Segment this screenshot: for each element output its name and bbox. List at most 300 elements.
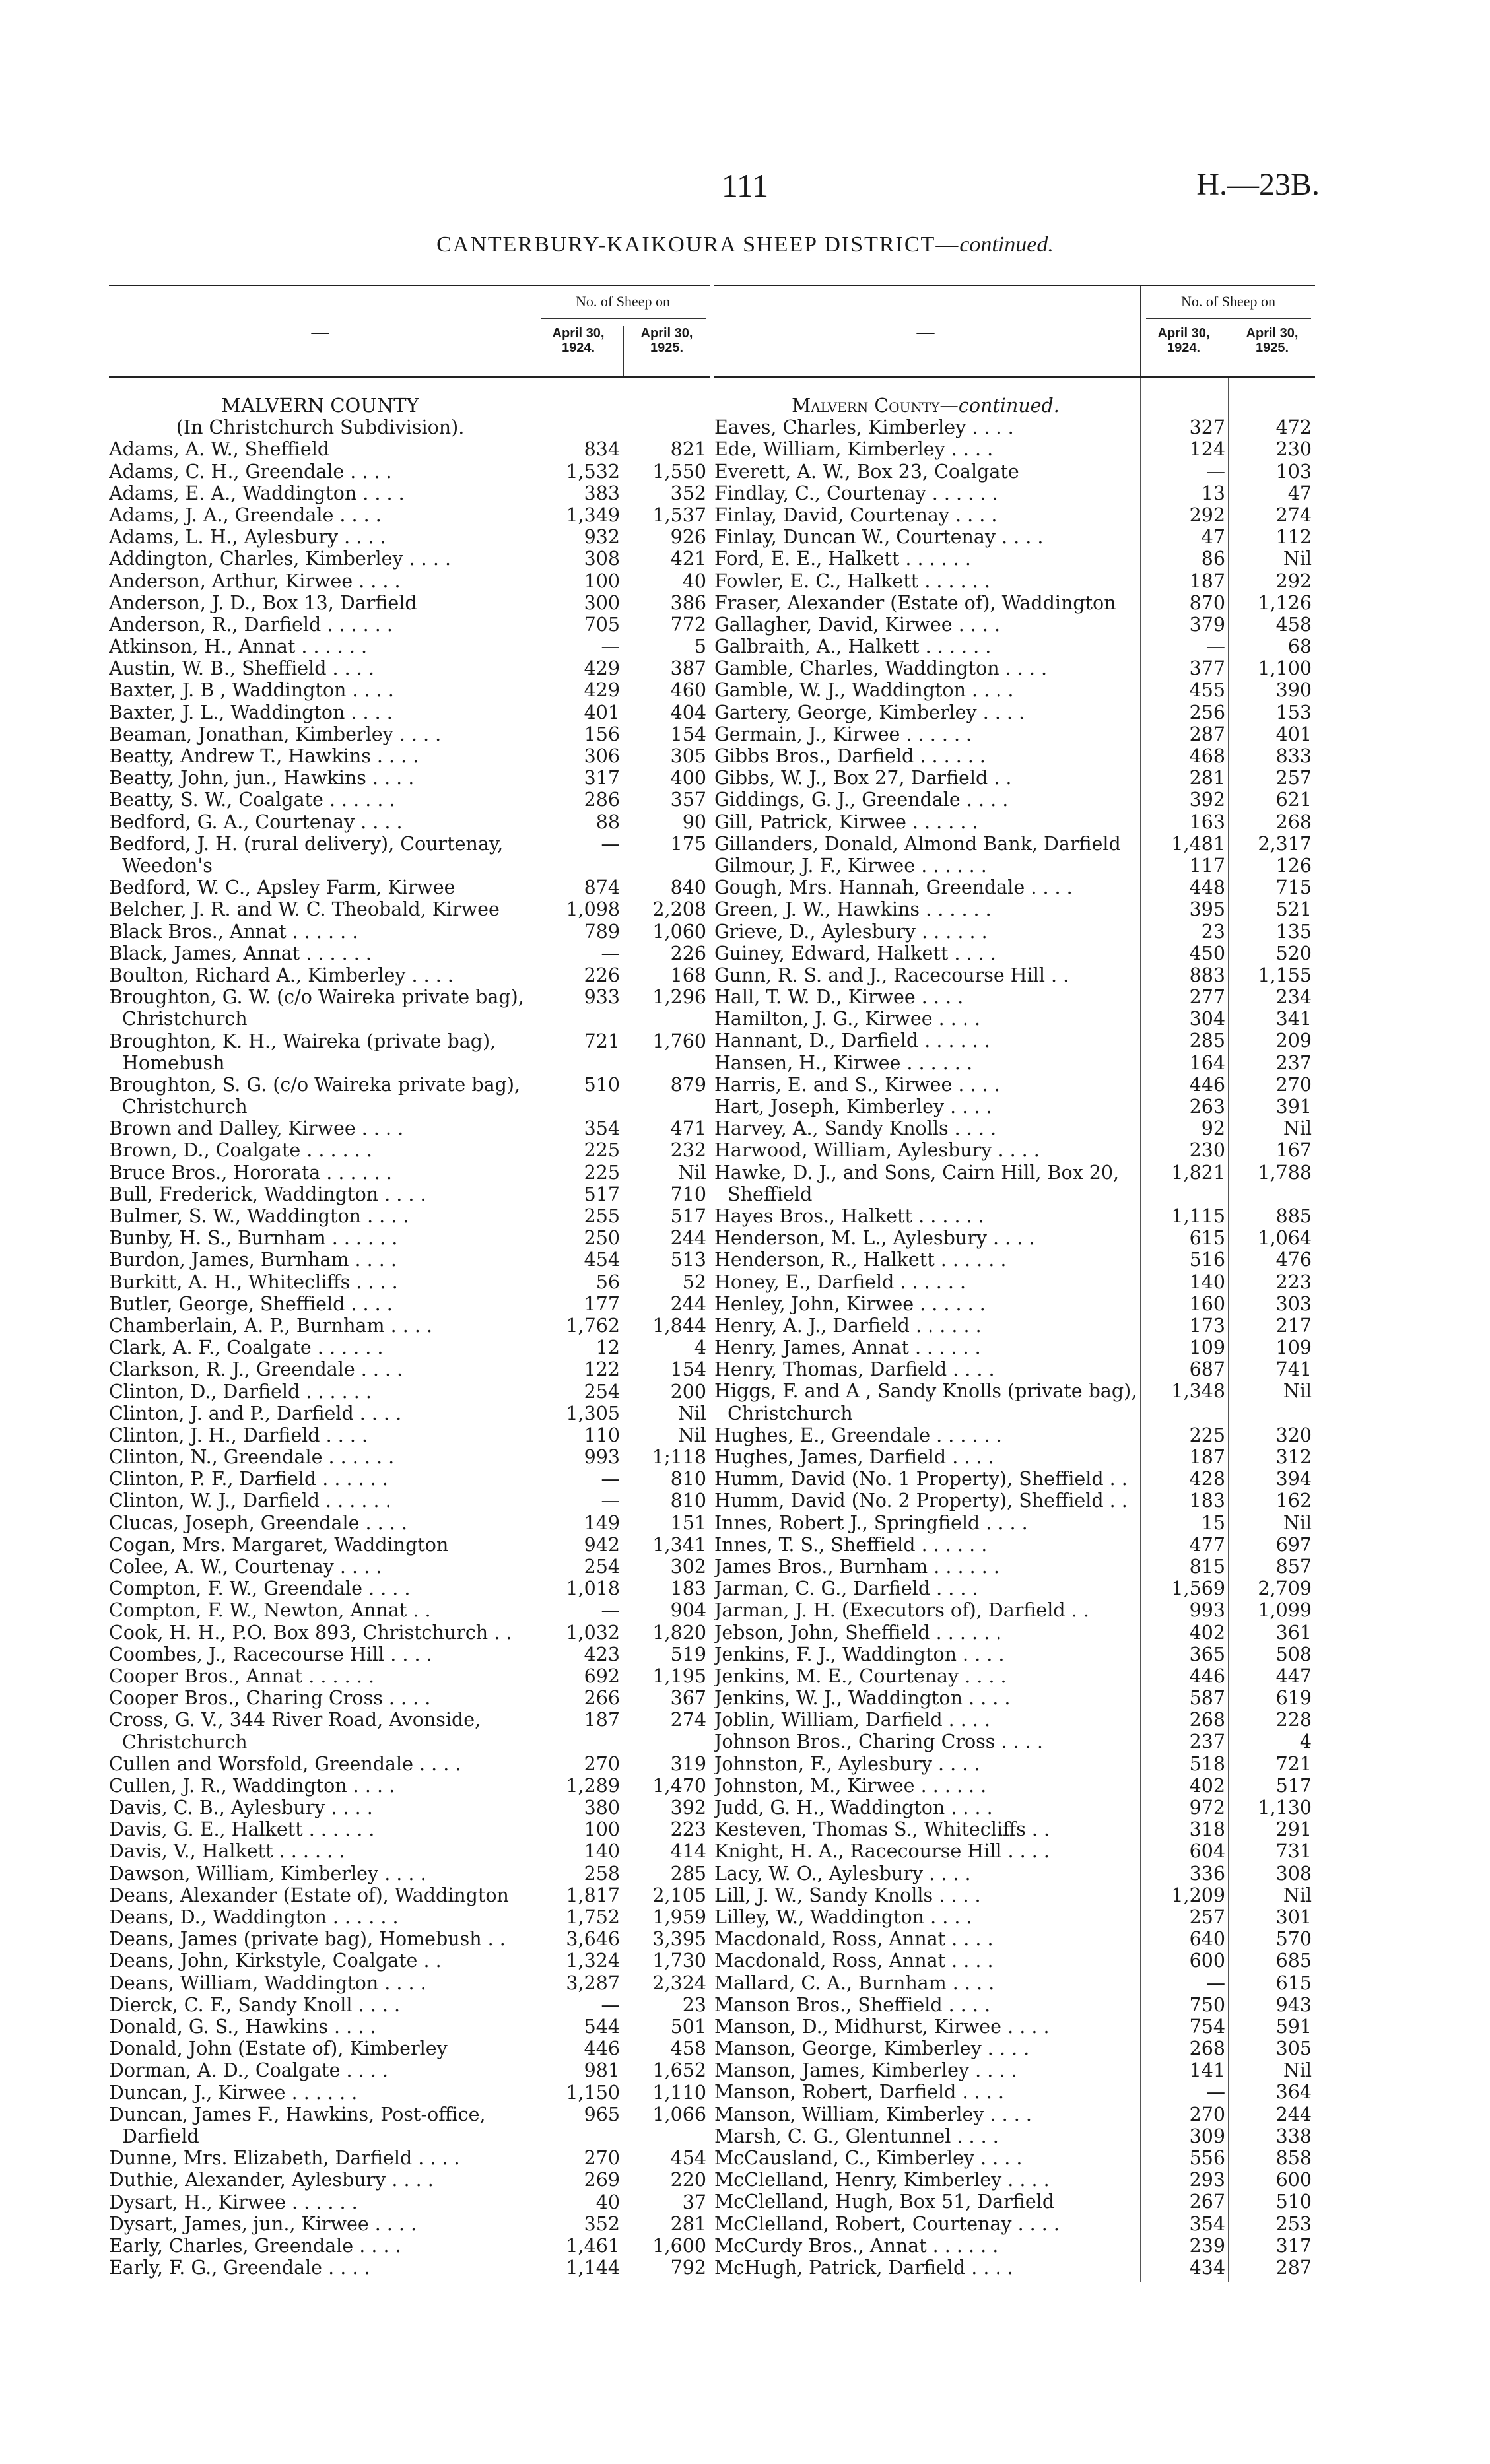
holder-name [109,2257,531,2279]
holder-name-text: Cullen and Worsfold, Greendale . . . . [109,1752,461,1775]
sheep-1924: 230 [1189,1139,1225,1162]
sheep-1924: 423 [584,1643,620,1665]
sheep-1925: 2,709 [1258,1578,1312,1600]
sheep-1925: 3,395 [652,1928,706,1950]
table-row [109,1468,710,1490]
holder-name-text: Beatty, S. W., Coalgate . . . . . . [109,789,395,811]
holder-name-text: McHugh, Patrick, Darfield . . . . [714,2256,1013,2279]
table-row [109,1906,710,1928]
table-row [714,1775,1315,1797]
table-row [714,2213,1315,2235]
sheep-1924: 587 [1189,1687,1225,1710]
table-row [109,1599,710,1621]
table-row [109,1578,710,1599]
sheep-1924: 1,144 [566,2257,620,2279]
sheep-1925: 517 [670,1205,706,1228]
sheep-1924: 109 [1189,1337,1225,1359]
table-row [109,1863,710,1884]
table-row [109,1183,710,1205]
sheep-1924: 257 [1189,1906,1225,1928]
sheep-1925: 1,760 [652,1030,706,1052]
sheep-1924: — [1206,2081,1225,2104]
sheep-1925: 879 [670,1073,706,1096]
sheep-1924: 47 [1201,526,1225,549]
holder-name [109,1775,531,1797]
table-row [109,1818,710,1840]
holder-name [714,1775,1137,1797]
holder-name-text: Mallard, C. A., Burnham . . . . [714,1972,995,1994]
table-row [714,461,1315,483]
sheep-1924: — [601,1599,620,1622]
sheep-1925: 1,130 [1258,1797,1312,1819]
sheep-1925: 401 [1275,723,1312,745]
table-row [109,636,710,657]
holder-name [109,2147,531,2169]
table-row [714,1162,1315,1205]
holder-name-text: Finlay, David, Courtenay . . . . [714,504,998,526]
header-name-dash: — [310,321,330,344]
holder-name-text: Early, Charles, Greendale . . . . [109,2234,401,2257]
holder-name-continuation: Homebush [122,1051,225,1074]
holder-name-text: Galbraith, A., Halkett . . . . . . [714,636,992,658]
holder-name [109,2213,531,2235]
sheep-1925: 1,788 [1258,1161,1312,1183]
sheep-1924: 510 [584,1073,620,1096]
sheep-1925: 943 [1275,1993,1312,2016]
holder-name [714,1052,1137,1074]
sheep-1925: 112 [1275,526,1312,549]
table-row [714,679,1315,701]
sheep-1924: 600 [1189,1950,1225,1972]
holder-name-text: Adams, J. A., Greendale . . . . [109,504,382,526]
sheep-1924: 428 [1189,1468,1225,1490]
sheep-1924: 88 [595,811,620,833]
sheep-1925: 226 [670,942,706,964]
holder-name [714,1074,1137,1096]
sheep-1925: 904 [670,1599,706,1622]
sheep-1925: 52 [682,1271,706,1293]
holder-name-text: Findlay, C., Courtenay . . . . . . [714,482,998,504]
holder-name-text: Hall, T. W. D., Kirwee . . . . [714,986,964,1009]
holder-name-text: Henry, Thomas, Darfield . . . . [714,1358,995,1381]
holder-name [109,2016,531,2038]
table-row [714,1358,1315,1380]
holder-name [714,1709,1137,1731]
holder-name-text: Baxter, J. L., Waddington . . . . [109,701,393,723]
table-row [109,1490,710,1512]
table-row [109,1293,710,1315]
sheep-1924: 124 [1189,438,1225,461]
holder-name-text: Hamilton, J. G., Kirwee . . . . [714,1008,981,1030]
sheep-1924: 932 [584,526,620,549]
sheep-1924: 1,018 [566,1578,620,1600]
table-row [714,1731,1315,1752]
table-row [714,1446,1315,1468]
sheep-1925: 40 [682,570,706,592]
holder-name-text: Brown, D., Coalgate . . . . . . [109,1139,372,1162]
holder-name-text: Duthie, Alexander, Aylesbury . . . . [109,2169,434,2191]
sheep-1924: 429 [584,679,620,702]
sheep-1925: 2,324 [652,1972,706,1994]
sheep-1925: 476 [1275,1249,1312,1271]
header-sheep-group [535,286,710,376]
holder-name-text: Manson, William, Kimberley . . . . [714,2103,1032,2125]
sheep-1925: 126 [1275,854,1312,877]
holder-name [714,833,1137,855]
sheep-1924: 309 [1189,2125,1225,2147]
sheep-1924: 269 [584,2169,620,2191]
table-row [714,1293,1315,1315]
right-table-body [714,378,1315,2279]
table-row [109,767,710,789]
sheep-1924: 1,481 [1171,832,1225,855]
table-row [714,855,1315,877]
holder-name [714,1162,1137,1205]
holder-name [714,1534,1137,1556]
holder-name-text: Anderson, R., Darfield . . . . . . [109,613,393,636]
holder-name [109,1687,531,1709]
table-row [109,1512,710,1534]
holder-name [109,1884,531,1906]
holder-name [714,548,1137,570]
holder-name [714,1008,1137,1030]
holder-name [109,833,531,877]
holder-name [714,855,1137,877]
holder-name-text: McClelland, Robert, Courtenay . . . . [714,2213,1060,2235]
table-row [109,1928,710,1950]
holder-name [714,1227,1137,1249]
holder-name-text: Clinton, D., Darfield . . . . . . [109,1380,372,1403]
sheep-1925: 501 [670,2015,706,2038]
table-row [714,1818,1315,1840]
holder-name [714,1644,1137,1665]
sheep-1925: 1,537 [652,504,706,526]
table-row [109,2235,710,2257]
table-row [109,1337,710,1358]
holder-name-text: Adams, A. W., Sheffield [109,438,330,461]
holder-name [714,1906,1137,1928]
holder-name [109,1928,531,1950]
table-row [714,811,1315,833]
sheep-1924: 687 [1189,1358,1225,1381]
holder-name-text: Deans, John, Kirkstyle, Coalgate . . [109,1950,442,1972]
table-row [714,2016,1315,2038]
holder-name-text: Burdon, James, Burnham . . . . [109,1249,397,1271]
holder-name [714,592,1137,614]
sheep-1924: 1,348 [1171,1380,1225,1403]
holder-name [714,1840,1137,1862]
sheep-1925: 4 [1299,1731,1312,1753]
sheep-1925: 357 [670,789,706,811]
table-row [109,1753,710,1775]
table-row [109,1315,710,1337]
table-row [714,438,1315,460]
holder-name-text: Henry, A. J., Darfield . . . . . . [714,1314,982,1337]
holder-name [714,943,1137,964]
table-row [109,570,710,592]
sheep-1925: Nil [677,1161,706,1183]
holder-name-text: McClelland, Henry, Kimberley . . . . [714,2169,1050,2191]
sheep-1924: 1,209 [1171,1884,1225,1906]
holder-name [714,1731,1137,1752]
sheep-1925: 1,099 [1258,1599,1312,1622]
table-row [714,1271,1315,1293]
holder-name [714,745,1137,767]
holder-name [109,943,531,964]
sheep-1925: 237 [1275,1051,1312,1074]
holder-name [109,1972,531,1994]
sheep-1924: 187 [1189,1446,1225,1469]
holder-name-text: Harvey, A., Sandy Knolls . . . . [714,1117,997,1140]
sheep-1925: 1,100 [1258,657,1312,680]
sheep-1925: 600 [1275,2169,1312,2191]
holder-name-text: Henry, James, Annat . . . . . . [714,1337,981,1359]
sheep-1924: 972 [1189,1797,1225,1819]
holder-name [109,461,531,483]
holder-name-text: Joblin, William, Darfield . . . . [714,1709,991,1731]
sheep-1924: 173 [1189,1314,1225,1337]
holder-name-text: Fraser, Alexander (Estate of), Waddington [714,591,1116,614]
sheep-1925: 520 [1275,942,1312,964]
table-row [714,986,1315,1008]
sheep-1925: 175 [670,832,706,855]
holder-name [714,2059,1137,2081]
holder-name [714,1928,1137,1950]
sheep-1925: 341 [1275,1008,1312,1030]
holder-name [714,1030,1137,1051]
sheep-1925: 821 [670,438,706,461]
sheep-1924: 981 [584,2059,620,2082]
table-row [109,789,710,811]
holder-name-text: Dorman, A. D., Coalgate . . . . [109,2059,388,2082]
table-row [109,1446,710,1468]
holder-name-text: Clucas, Joseph, Greendale . . . . [109,1512,407,1534]
sheep-1925: 1,959 [652,1906,706,1929]
sheep-1925: 1,550 [652,460,706,483]
sheep-1925: 1,341 [652,1533,706,1556]
sheep-1925: 460 [670,679,706,702]
holder-name-text: Burkitt, A. H., Whitecliffs . . . . [109,1271,398,1293]
table-row [714,416,1315,438]
holder-name [109,1337,531,1358]
holder-name [714,1687,1137,1709]
holder-name [714,1797,1137,1818]
sheep-1924: 327 [1189,416,1225,439]
table-row [109,943,710,964]
holder-name [714,1337,1137,1358]
table-row [714,2169,1315,2191]
holder-name [714,1490,1137,1512]
sheep-1924: 100 [584,1818,620,1841]
sheep-1925: 1,820 [652,1621,706,1644]
sheep-1925: 521 [1275,898,1312,921]
table-row [714,657,1315,679]
sheep-1925: 154 [670,1358,706,1381]
holder-name-text: Everett, A. W., Box 23, Coalgate [714,460,1019,483]
sheep-1924: 517 [584,1183,620,1205]
sheep-1925: 244 [670,1292,706,1315]
sheep-1924: 336 [1189,1862,1225,1884]
sheep-1924: 354 [584,1117,620,1140]
holder-name-text: Hansen, H., Kirwee . . . . . . [714,1051,973,1074]
sheep-1925: 103 [1275,460,1312,483]
holder-name-text: Deans, Alexander (Estate of), Waddington [109,1884,509,1906]
holder-name [109,1709,531,1752]
holder-name [714,1096,1137,1117]
holder-name-text: Humm, David (No. 2 Property), Sheffield . . [714,1490,1128,1512]
holder-name-text: Johnston, F., Aylesbury . . . . [714,1752,980,1775]
sheep-1925: 302 [670,1556,706,1578]
table-row [714,1950,1315,1972]
sheep-1924: 12 [595,1337,620,1359]
sheep-1924: 450 [1189,942,1225,964]
sheep-1925: 223 [1275,1271,1312,1293]
table-row [109,964,710,986]
table-row [714,1096,1315,1117]
sheep-1924: 141 [1189,2059,1225,2082]
table-row [714,1709,1315,1731]
sheep-1925: 303 [1275,1292,1312,1315]
table-header [109,285,710,378]
sheep-1925: 4 [694,1337,706,1359]
holder-name-text: Davis, V., Halkett . . . . . . [109,1840,345,1863]
sheep-1924: 1,305 [566,1402,620,1424]
sheep-1924: 692 [584,1665,620,1687]
holder-name-text: Cross, G. V., 344 River Road, Avonside, [109,1709,481,1731]
sheep-1924: 705 [584,613,620,636]
sheep-1924: 883 [1189,964,1225,986]
sheep-1924: 1,115 [1171,1205,1225,1227]
holder-name-text: Clinton, P. F., Darfield . . . . . . [109,1468,388,1490]
holder-name [109,964,531,986]
sheep-1924: 117 [1189,854,1225,877]
sheep-1925: Nil [677,1402,706,1424]
sheep-1925: 1,470 [652,1774,706,1797]
header-rule [541,318,706,319]
sheep-1925: 1,064 [1258,1227,1312,1249]
sheep-1924: 721 [584,1030,620,1052]
holder-name-text: Cooper Bros., Annat . . . . . . [109,1665,374,1687]
holder-name [109,483,531,504]
holder-name-text: Donald, John (Estate of), Kimberley [109,2038,448,2060]
holder-name [109,1994,531,2016]
holder-name-text: Gilmour, J. F., Kirwee . . . . . . [714,854,987,877]
sheep-1924: 402 [1189,1774,1225,1797]
sheep-1925: 200 [670,1380,706,1403]
table-row [109,921,710,943]
holder-name-text: Cook, H. H., P.O. Box 893, Christchurch . . [109,1621,512,1644]
holder-name [109,1424,531,1446]
sheep-1925: 772 [670,613,706,636]
sheep-1925: 404 [670,701,706,723]
holder-name-text: Henderson, R., Halkett . . . . . . [714,1249,1007,1271]
sheep-1924: 140 [584,1840,620,1863]
sheep-1925: 731 [1275,1840,1312,1863]
holder-name-text: Henley, John, Kirwee . . . . . . [714,1292,986,1315]
holder-name-text: Coombes, J., Racecourse Hill . . . . [109,1643,432,1665]
holder-name [714,1884,1137,1906]
section-title-continued [714,395,1137,416]
holder-name [109,1665,531,1687]
sheep-1925: 2,105 [652,1884,706,1906]
holder-name [714,702,1137,723]
sheep-1924: 429 [584,657,620,680]
table-row [714,614,1315,636]
sheep-1924: 308 [584,548,620,570]
sheep-1924: 1,569 [1171,1578,1225,1600]
holder-name-text: Guiney, Edward, Halkett . . . . [714,942,996,964]
sheep-1924: 122 [584,1358,620,1381]
holder-name-text: James Bros., Burnham . . . . . . [714,1555,999,1578]
holder-name-text: Gough, Mrs. Hannah, Greendale . . . . [714,877,1073,899]
sheep-1924: — [1206,1972,1225,1994]
table-header [714,285,1315,378]
holder-name-text: Black Bros., Annat . . . . . . [109,920,358,943]
holder-name [714,898,1137,920]
table-row [109,1381,710,1403]
sheep-1924: 306 [584,745,620,768]
table-row [714,1424,1315,1446]
holder-name [109,548,531,570]
sheep-1924: 383 [584,482,620,504]
sheep-1925: 154 [670,723,706,745]
sheep-1924: 258 [584,1862,620,1884]
table-row [714,789,1315,811]
holder-name [109,1753,531,1775]
holder-name [714,483,1137,504]
sheep-1924: 270 [1189,2103,1225,2125]
sheep-1925: 685 [1275,1950,1312,1972]
holder-name-text: McCausland, C., Kimberley . . . . [714,2147,1023,2170]
holder-name [109,811,531,833]
holder-name [714,614,1137,636]
holder-name-text: Austin, W. B., Sheffield . . . . [109,657,374,680]
table-row [714,1315,1315,1337]
holder-name-text: McCurdy Bros., Annat . . . . . . [714,2234,999,2257]
table-row [109,745,710,767]
holder-name-text: Finlay, Duncan W., Courtenay . . . . [714,526,1044,549]
sheep-1924: 993 [584,1446,620,1469]
holder-name-text: Innes, T. S., Sheffield . . . . . . [714,1533,988,1556]
table-row [109,986,710,1030]
table-row [109,2147,710,2169]
holder-name [109,2082,531,2104]
holder-name-text: Compton, F. W., Newton, Annat . . [109,1599,431,1622]
holder-name-text: Anderson, Arthur, Kirwee . . . . [109,570,401,592]
sheep-1925: 268 [1275,811,1312,833]
holder-name-text: Hughes, James, Darfield . . . . [714,1446,994,1469]
holder-name-text: Anderson, J. D., Box 13, Darfield [109,591,417,614]
table-row [109,1358,710,1380]
holder-name [109,1381,531,1403]
table-row [714,1863,1315,1884]
holder-name-text: Green, J. W., Hawkins . . . . . . [714,898,992,921]
sheep-1924: 160 [1189,1292,1225,1315]
table-row [109,2213,710,2235]
sheep-1925: 209 [1275,1030,1312,1052]
sheep-1924: 1,349 [566,504,620,526]
sheep-1924: 86 [1201,548,1225,570]
table-row [714,767,1315,789]
table-row [714,2191,1315,2213]
holder-name [109,1271,531,1293]
holder-name [714,2213,1137,2235]
holder-name-text: Boulton, Richard A., Kimberley . . . . [109,964,454,986]
holder-name-text: Harwood, William, Aylesbury . . . . [714,1139,1040,1162]
sheep-1924: — [601,942,620,964]
sheep-1924: 287 [1189,723,1225,745]
table-row [714,504,1315,526]
